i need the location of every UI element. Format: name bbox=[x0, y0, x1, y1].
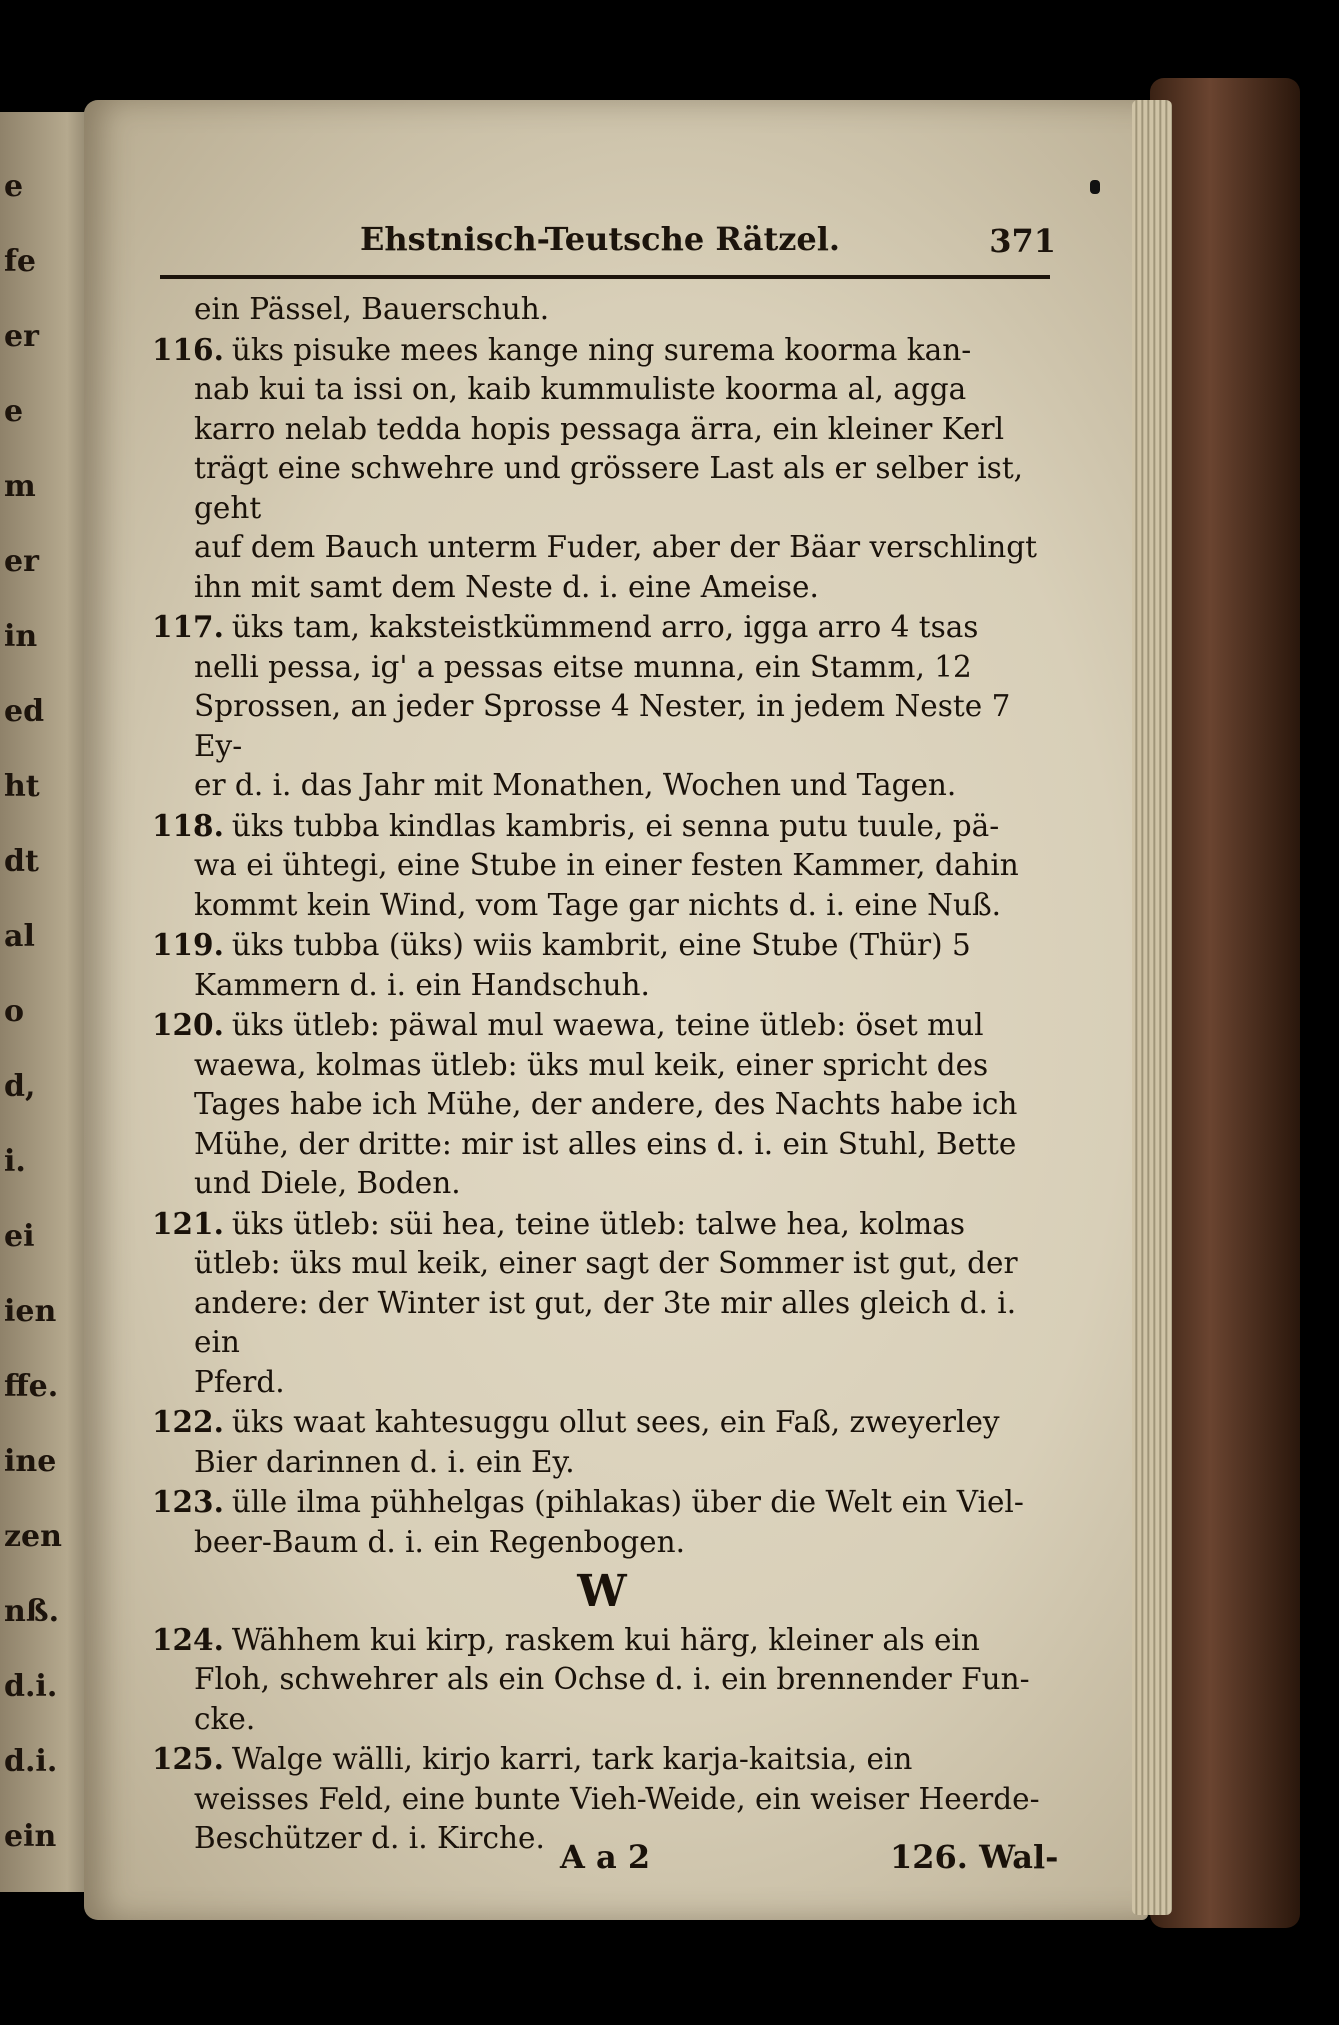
left-page-text-fragment: ien bbox=[4, 1294, 57, 1329]
riddle-number: 121. bbox=[152, 1205, 224, 1241]
riddle-line bbox=[152, 886, 1052, 926]
riddle-line-text: ütleb: üks mul keik, einer sagt der Sommer ist gut, der bbox=[194, 1246, 1018, 1280]
riddle-line-text: üks tubba (üks) wiis kambrit, eine Stube (Thür) 5 bbox=[231, 928, 971, 962]
left-page-text-fragment: ed bbox=[4, 694, 45, 729]
riddle-line-text: Mühe, der dritte: mir ist alles eins d. i. ein Stuhl, Bette bbox=[194, 1126, 1017, 1161]
left-page-text-fragment: dt bbox=[4, 844, 39, 879]
riddle-line bbox=[152, 370, 1052, 410]
riddle-line bbox=[152, 1284, 1052, 1363]
riddle-line bbox=[152, 1700, 1052, 1740]
riddle-line-text: üks tubba kindlas kambris, ei senna putu tuule, pä- bbox=[231, 808, 1000, 843]
left-page-text-fragment: er bbox=[4, 319, 39, 354]
left-page-text-fragment: i. bbox=[4, 1144, 26, 1179]
riddle-line-text: er d. i. das Jahr mit Monathen, Wochen und Tagen. bbox=[194, 768, 957, 802]
riddle-line-text: trägt eine schwehre und grössere Last als er selber ist, geht bbox=[194, 451, 1024, 525]
riddle-line-text: üks waat kahtesuggu ollut sees, ein Faß, zweyerley bbox=[231, 1405, 1000, 1439]
riddle-number: 122. bbox=[152, 1404, 224, 1439]
riddle-line-text: Tages habe ich Mühe, der andere, des Nachts habe ich bbox=[194, 1087, 1018, 1121]
riddle-line-text: Pferd. bbox=[194, 1364, 285, 1399]
riddle-line-text: Floh, schwehrer als ein Ochse d. i. ein brennender Fun- bbox=[194, 1662, 1030, 1696]
riddle-line bbox=[152, 1363, 1052, 1403]
left-page-text-fragment: o bbox=[4, 994, 25, 1029]
riddle-line-text: Bier darinnen d. i. ein Ey. bbox=[194, 1444, 575, 1479]
left-page-text-fragment: ein bbox=[4, 1819, 57, 1854]
page-number: 371 bbox=[989, 222, 1056, 260]
book-cover bbox=[1150, 78, 1300, 1928]
riddle-line bbox=[152, 1780, 1052, 1820]
riddle-line-text: üks ütleb: süi hea, teine ütleb: talwe hea, kolmas bbox=[231, 1206, 966, 1241]
riddle-line-text: beer-Baum d. i. ein Regenbogen. bbox=[194, 1524, 685, 1559]
left-page-text-fragment: fe bbox=[4, 244, 36, 279]
riddle-number: 123. bbox=[152, 1484, 224, 1519]
riddle-line-text: waewa, kolmas ütleb: üks mul keik, einer spricht des bbox=[194, 1047, 989, 1082]
riddle-line bbox=[152, 449, 1052, 528]
riddle-line-numbered bbox=[152, 925, 1052, 966]
riddle-number: 125. bbox=[152, 1741, 224, 1776]
riddle-line-text: ülle ilma pühhelgas (pihlakas) über die Welt ein Viel- bbox=[231, 1485, 1024, 1519]
riddle-line-text: ein Pässel, Bauerschuh. bbox=[194, 292, 550, 326]
riddle-line-text: andere: der Winter ist gut, der 3te mir alles gleich d. i. ein bbox=[194, 1285, 1017, 1359]
riddle-line-text: Kammern d. i. ein Handschuh. bbox=[194, 967, 650, 1002]
page-edges bbox=[1132, 100, 1172, 1915]
left-page-text-fragment: ine bbox=[4, 1444, 57, 1479]
riddle-line-text: karro nelab tedda hopis pessaga ärra, ein kleiner Kerl bbox=[194, 411, 1005, 446]
riddle-line-text: ihn mit samt dem Neste d. i. eine Ameise. bbox=[194, 569, 819, 604]
riddle-line-numbered bbox=[152, 1204, 1052, 1245]
riddle-line bbox=[152, 1660, 1052, 1700]
left-page-text-fragment: d.i. bbox=[4, 1669, 58, 1704]
riddle-line bbox=[152, 1443, 1052, 1483]
left-page-text-fragment: nß. bbox=[4, 1594, 60, 1629]
riddle-text bbox=[152, 290, 1052, 1859]
left-page-text-fragment: ei bbox=[4, 1219, 35, 1254]
riddle-line-numbered bbox=[152, 1620, 1052, 1661]
page-title: Ehstnisch-Teutsche Rätzel. bbox=[359, 220, 841, 258]
signature-mark: A a 2 bbox=[560, 1838, 651, 1876]
riddle-line bbox=[152, 687, 1052, 766]
catchword: 126. Wal- bbox=[890, 1838, 1059, 1876]
riddle-line-text: nelli pessa, ig' a pessas eitse munna, ein Stamm, 12 bbox=[194, 649, 972, 684]
riddle-number: 119. bbox=[152, 927, 224, 962]
riddle-line-text: Walge wälli, kirjo karri, tark karja-kaitsia, ein bbox=[231, 1742, 913, 1776]
left-page-text-fragment: m bbox=[4, 469, 36, 504]
riddle-line bbox=[152, 290, 1052, 330]
riddle-line bbox=[152, 846, 1052, 886]
left-page-text-fragment: d, bbox=[4, 1069, 36, 1104]
left-page-text-fragment: e bbox=[4, 169, 24, 204]
riddle-line bbox=[152, 1085, 1052, 1125]
riddle-line-text: Sprossen, an jeder Sprosse 4 Nester, in jedem Neste 7 Ey- bbox=[194, 689, 1011, 763]
riddle-number: 120. bbox=[152, 1007, 224, 1042]
riddle-line bbox=[152, 568, 1052, 608]
riddle-number: 117. bbox=[152, 609, 224, 644]
left-page-text-fragment: er bbox=[4, 544, 39, 579]
left-page-text-fragment: e bbox=[4, 394, 24, 429]
riddle-line bbox=[152, 1164, 1052, 1204]
riddle-line-numbered bbox=[152, 330, 1052, 371]
riddle-line-text: weisses Feld, eine bunte Vieh-Weide, ein weiser Heerde- bbox=[194, 1781, 1040, 1816]
riddle-line-text: cke. bbox=[194, 1701, 256, 1736]
riddle-line-text: Wähhem kui kirp, raskem kui härg, kleiner als ein bbox=[231, 1622, 980, 1657]
riddle-line-numbered bbox=[152, 1482, 1052, 1523]
running-head bbox=[150, 210, 1056, 270]
riddle-line-text: nab kui ta issi on, kaib kummuliste koorma al, agga bbox=[194, 372, 967, 406]
riddle-line bbox=[152, 1244, 1052, 1284]
left-page-text-fragment: al bbox=[4, 919, 35, 954]
left-page-text-fragment: ht bbox=[4, 769, 40, 804]
riddle-line-text: kommt kein Wind, vom Tage gar nichts d. i. eine Nuß. bbox=[194, 887, 1002, 922]
riddle-line bbox=[152, 766, 1052, 806]
riddle-line-text: üks ütleb: päwal mul waewa, teine ütleb: öset mul bbox=[231, 1008, 984, 1042]
riddle-line-text: auf dem Bauch unterm Fuder, aber der Bäar verschlingt bbox=[194, 530, 1037, 564]
riddle-line-text: üks pisuke mees kange ning surema koorma kan- bbox=[231, 332, 972, 367]
left-page-text-fragment: d.i. bbox=[4, 1744, 58, 1779]
riddle-line bbox=[152, 648, 1052, 688]
riddle-line-numbered bbox=[152, 1739, 1052, 1780]
riddle-line bbox=[152, 966, 1052, 1006]
riddle-line bbox=[152, 528, 1052, 568]
riddle-line-text: wa ei ühtegi, eine Stube in einer festen Kammer, dahin bbox=[194, 848, 1019, 882]
riddle-line-numbered bbox=[152, 1402, 1052, 1443]
riddle-line bbox=[152, 1125, 1052, 1165]
left-page-text-fragment: in bbox=[4, 619, 38, 654]
riddle-number: 118. bbox=[152, 807, 224, 843]
riddle-line-text: und Diele, Boden. bbox=[194, 1166, 461, 1200]
ink-spot bbox=[1090, 180, 1100, 194]
riddle-line bbox=[152, 1046, 1052, 1086]
riddle-number: 116. bbox=[152, 331, 224, 367]
riddle-line bbox=[152, 1523, 1052, 1563]
section-letter: W bbox=[577, 1566, 627, 1617]
riddle-line-text: Beschützer d. i. Kirche. bbox=[194, 1821, 545, 1855]
riddle-line-text: üks tam, kaksteistkümmend arro, igga arro 4 tsas bbox=[231, 610, 979, 644]
riddle-line-numbered bbox=[152, 1005, 1052, 1046]
header-rule bbox=[160, 275, 1050, 279]
riddle-line-numbered bbox=[152, 806, 1052, 847]
riddle-line bbox=[152, 410, 1052, 450]
riddle-line-numbered bbox=[152, 607, 1052, 648]
left-page-text-fragment: ffe. bbox=[4, 1369, 59, 1404]
riddle-number: 124. bbox=[152, 1621, 224, 1657]
left-page-text-fragment: zen bbox=[4, 1519, 62, 1554]
